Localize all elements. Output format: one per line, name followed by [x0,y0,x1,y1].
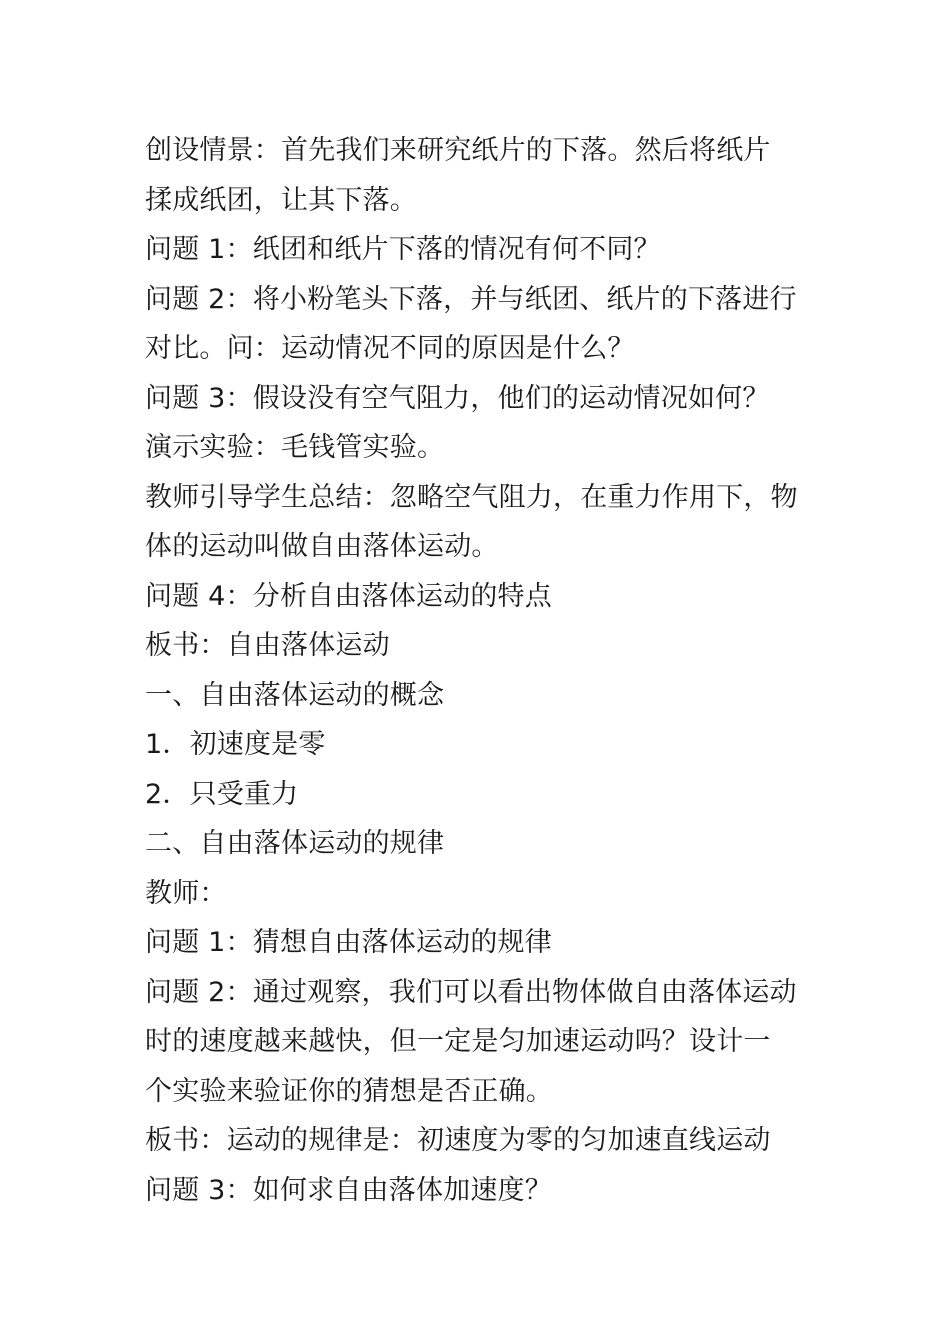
section-heading-concept: 一、自由落体运动的概念 [145,679,445,711]
text-line-teacher-question-3: 问题 3：如何求自由落体加速度？ [145,1174,552,1206]
section-heading-law: 二、自由落体运动的规律 [145,828,445,859]
text-line-question-1: 问题 1：纸团和纸片下落的情况有何不同？ [145,234,661,265]
text-line-demo: 演示实验：毛钱管实验。 [145,432,445,463]
document-body [145,126,810,1215]
text-line-teacher-question-2c: 个实验来验证你的猜想是否正确。 [145,1075,553,1107]
text-line-teacher-question-1: 问题 1：猜想自由落体运动的规律 [145,927,552,958]
text-line-board-law: 板书：运动的规律是：初速度为零的匀加速直线运动 [145,1125,771,1156]
text-line-summary-2: 体的运动叫做自由落体运动。 [145,531,499,562]
text-line-teacher-question-2a: 问题 2：通过观察，我们可以看出物体做自由落体运动 [145,976,797,1008]
text-line-question-4: 问题 4：分析自由落体运动的特点 [145,580,552,612]
text-line-summary-1: 教师引导学生总结：忽略空气阻力，在重力作用下，物 [145,481,798,513]
list-item-gravity-only: 2．只受重力 [145,778,299,810]
list-item-initial-velocity: 1．初速度是零 [145,729,326,760]
text-line-scenario-1: 创设情景：首先我们来研究纸片的下落。然后将纸片 [145,135,771,166]
text-line-question-2b: 对比。问：运动情况不同的原因是什么？ [145,333,635,364]
text-line-question-3: 问题 3：假设没有空气阻力，他们的运动情况如何？ [145,382,770,414]
text-line-board-title: 板书：自由落体运动 [145,630,390,661]
text-line-scenario-2: 揉成纸团，让其下落。 [145,184,417,216]
text-line-teacher: 教师： [145,877,227,909]
text-line-teacher-question-2b: 时的速度越来越快，但一定是匀加速运动吗？设计一 [145,1026,771,1057]
text-line-question-2a: 问题 2：将小粉笔头下落，并与纸团、纸片的下落进行 [145,283,797,315]
